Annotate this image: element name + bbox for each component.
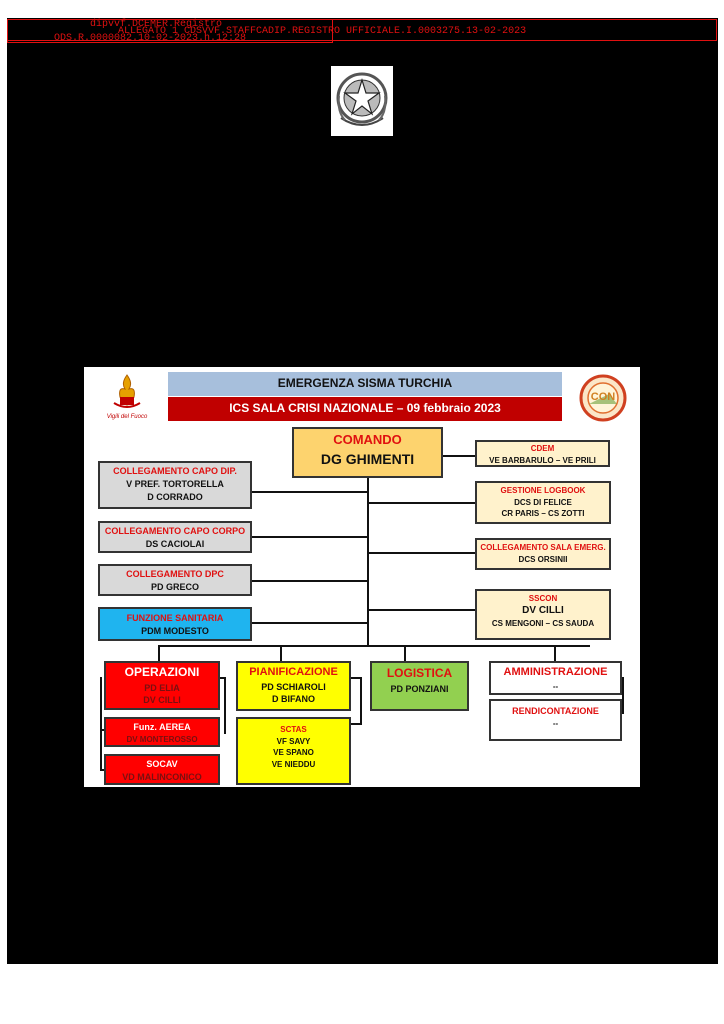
cdem-title: CDEM: [530, 444, 555, 453]
italian-republic-emblem: [331, 66, 393, 136]
collegamento-capo-dip-line2: D CORRADO: [147, 491, 203, 502]
pianificazione-title: PIANIFICAZIONE: [249, 666, 338, 678]
line-capo-corpo: [252, 536, 369, 538]
sctas-box: [236, 717, 351, 785]
comando-title: COMANDO: [333, 432, 402, 447]
header-title: EMERGENZA SISMA TURCHIA: [168, 372, 562, 396]
comando-box: [292, 427, 443, 478]
registry-stamp-line2: ODS.R.0000082.10-02-2023.h.12:28: [54, 33, 247, 44]
collegamento-capo-dip-line1: V PREF. TORTORELLA: [126, 479, 224, 490]
collegamento-sala-emerg-line1: DCS ORSINII: [518, 555, 568, 565]
registry-stamp-line1: dipvvf.DCEMER.Registro: [90, 19, 223, 30]
operazioni-branch-line: [100, 677, 102, 771]
line-sscon: [367, 609, 475, 611]
sscon-line2: CS MENGONI – CS SAUDA: [491, 618, 595, 628]
sections-stem: [367, 629, 369, 647]
con-logo: [579, 374, 627, 422]
logistica-title: LOGISTICA: [386, 666, 453, 680]
socav-title: SOCAV: [146, 759, 178, 769]
collegamento-capo-corpo-title: COLLEGAMENTO CAPO CORPO: [104, 526, 246, 536]
cdem-line1: VE BARBARULO – VE PRILI: [489, 456, 596, 466]
sscon-box: [475, 589, 611, 640]
drop-logistica: [404, 645, 406, 661]
rendicontazione-line1: --: [552, 719, 559, 729]
sctas-title: SCTAS: [280, 725, 307, 734]
collegamento-dpc-title: COLLEGAMENTO DPC: [126, 569, 224, 579]
operazioni-title: OPERAZIONI: [124, 665, 200, 679]
sscon-line1: DV CILLI: [522, 605, 564, 617]
line-sanitaria: [252, 622, 369, 624]
amministrazione-title: AMMINISTRAZIONE: [503, 666, 608, 678]
collegamento-capo-dip-box: [98, 461, 252, 509]
pianificazione-line1: PD SCHIAROLI: [261, 681, 326, 692]
gestione-logbook-title: GESTIONE LOGBOOK: [500, 486, 586, 495]
logistica-line1: PD PONZIANI: [390, 683, 449, 694]
cdem-box: [475, 440, 610, 467]
pianificazione-right-line: [360, 677, 362, 725]
funz-aerea-box: [104, 717, 220, 747]
con-logo-text: CON: [590, 391, 616, 403]
funzione-sanitaria-line1: PDM MODESTO: [141, 626, 209, 637]
collegamento-capo-corpo-line1: DS CACIOLAI: [145, 539, 205, 550]
sctas-line1: VF SAVY: [276, 737, 311, 747]
line-dpc: [252, 580, 369, 582]
funzione-sanitaria-title: FUNZIONE SANITARIA: [126, 613, 224, 623]
rendicontazione-box: [489, 699, 622, 741]
sscon-title: SSCON: [528, 594, 558, 603]
sctas-line3: VE NIEDDU: [271, 759, 316, 769]
drop-operazioni: [158, 645, 160, 661]
pianificazione-line2: D BIFANO: [271, 693, 315, 704]
funz-aerea-line1: DV MONTEROSSO: [126, 735, 198, 745]
collegamento-sala-emerg-title: COLLEGAMENTO SALA EMERG.: [480, 543, 606, 552]
vigili-del-fuoco-caption: Vigili del Fuoco: [106, 414, 148, 420]
operazioni-box: [104, 661, 220, 710]
operazioni-line2: DV CILLI: [143, 695, 181, 706]
amministrazione-box: [489, 661, 622, 695]
socav-box: [104, 754, 220, 785]
drop-amministrazione: [554, 645, 556, 661]
gestione-logbook-line2: CR PARIS – CS ZOTTI: [501, 509, 585, 519]
line-cdem: [443, 455, 475, 457]
sctas-connector: [350, 723, 362, 725]
collegamento-dpc-box: [98, 564, 252, 596]
gestione-logbook-box: [475, 481, 611, 524]
amministrazione-right-line: [622, 677, 624, 713]
collegamento-dpc-line1: PD GRECO: [150, 582, 199, 593]
line-capo-dip: [252, 491, 369, 493]
logistica-box: [370, 661, 469, 711]
drop-pianificazione: [280, 645, 282, 661]
rendicontazione-title: RENDICONTAZIONE: [512, 706, 599, 716]
operazioni-right-line: [224, 677, 226, 734]
amministrazione-line1: --: [552, 681, 559, 691]
sctas-line2: VE SPANO: [273, 748, 314, 758]
socav-line1: VD MALINCONICO: [122, 772, 202, 783]
vigili-del-fuoco-logo: [102, 373, 152, 421]
collegamento-capo-corpo-box: [98, 521, 252, 553]
header-subtitle: ICS SALA CRISI NAZIONALE – 09 febbraio 2023: [168, 397, 562, 421]
ics-org-chart: [84, 367, 640, 787]
gestione-logbook-line1: DCS DI FELICE: [514, 498, 572, 508]
pianificazione-box: [236, 661, 351, 711]
sections-horizontal-line: [158, 645, 590, 647]
line-logbook: [367, 502, 475, 504]
funzione-sanitaria-box: [98, 607, 252, 641]
collegamento-sala-emerg-box: [475, 538, 611, 570]
line-sala-emerg: [367, 552, 475, 554]
comando-name: DG GHIMENTI: [320, 450, 415, 467]
operazioni-line1: PD ELIA: [144, 682, 180, 693]
funz-aerea-title: Funz. AEREA: [133, 722, 191, 732]
collegamento-capo-dip-title: COLLEGAMENTO CAPO DIP.: [113, 466, 237, 476]
protocol-stamp-line: ALLEGATO 1 CDSVVF.STAFFCADIP.REGISTRO UFFICIALE.I.0003275.13-02-2023: [118, 26, 527, 37]
